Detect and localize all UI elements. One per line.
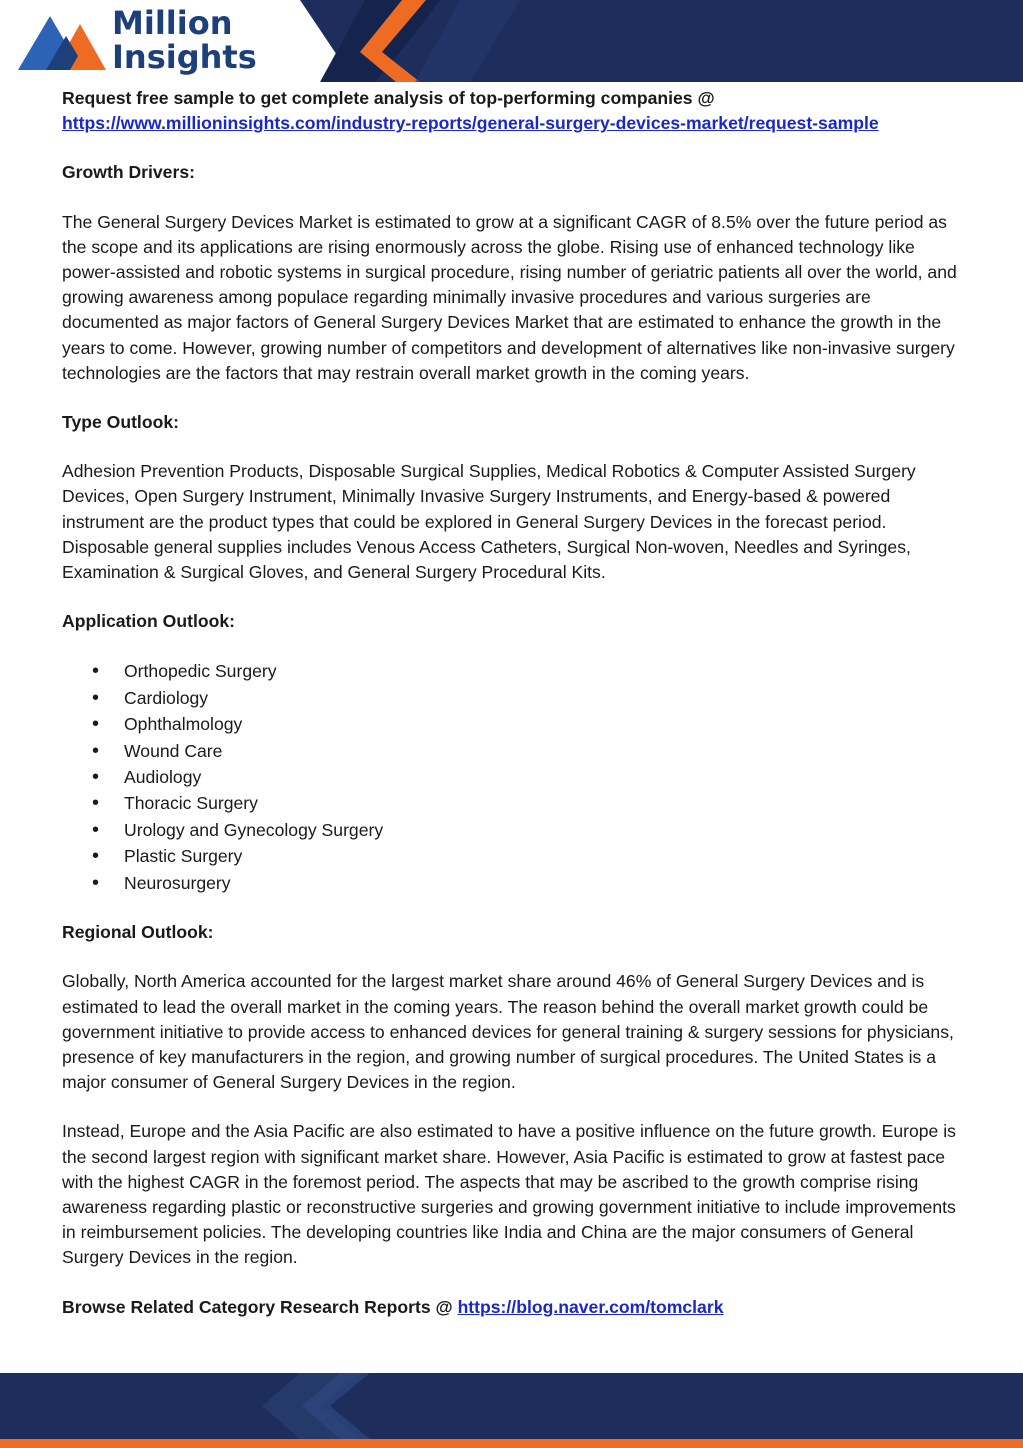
logo-line-1: Million (112, 4, 233, 42)
footer-graphic (0, 1373, 1023, 1448)
regional-outlook-heading: Regional Outlook: (62, 922, 214, 943)
logo-icon (10, 6, 110, 76)
header-banner (0, 0, 1023, 82)
list-item: • Thoracic Surgery (62, 790, 967, 816)
growth-drivers-heading: Growth Drivers: (62, 162, 195, 183)
regional-paragraph-1: Globally, North America accounted for the largest market share around 46% of General Surgery Devices and is estimated to lead the overall market in the coming years. The reason behind the overall market growth could be government initiative to provide access to enhanced devices for general training & surgery sessions for physicians, presence of key manufacturers in the region, and growing number of surgical procedures. The United States is a major consumer of General Surgery Devices in the region. (62, 971, 954, 1093)
list-item: • Plastic Surgery (62, 843, 967, 869)
list-item: • Neurosurgery (62, 870, 967, 896)
list-item: • Wound Care (62, 738, 967, 764)
list-item: • Ophthalmology (62, 711, 967, 737)
document-body (62, 86, 967, 1320)
list-item: • Orthopedic Surgery (62, 658, 967, 684)
type-outlook-heading: Type Outlook: (62, 412, 179, 433)
footer-banner (0, 1373, 1023, 1448)
application-outlook-heading: Application Outlook: (62, 611, 235, 632)
browse-reports-line (62, 1295, 967, 1320)
list-item: • Cardiology (62, 685, 967, 711)
browse-reports-link[interactable]: https://blog.naver.com/tomclark (457, 1296, 724, 1317)
logo-line-2: Insights (112, 38, 257, 76)
type-outlook-paragraph: Adhesion Prevention Products, Disposable Surgical Supplies, Medical Robotics & Computer Assisted Surgery Devices, Open Surgery Instrument, Minimally Invasive Surgery Instruments, and Energy-based & powered instrument are the product types that could be explored in General Surgery Devices in the forecast period. Disposable general supplies includes Venous Access Catheters, Surgical Non-woven, Needles and Syringes, Examination & Surgical Gloves, and General Surgery Procedural Kits. (62, 461, 916, 583)
growth-drivers-paragraph: The General Surgery Devices Market is estimated to grow at a significant CAGR of 8.5% over the future period as the scope and its applications are rising enormously across the globe. Rising use of enhanced technology like power-assisted and robotic systems in surgical procedure, rising number of geriatric patients all over the world, and growing awareness among populace regarding minimally invasive procedures and various surgeries are documented as major factors of General Surgery Devices Market that are estimated to enhance the growth in the years to come. However, growing number of competitors and development of alternatives like non-invasive surgery technologies are the factors that may restrain overall market growth in the coming years. (62, 211, 957, 383)
regional-paragraph-2: Instead, Europe and the Asia Pacific are also estimated to have a positive influence on the future growth. Europe is the second largest region with significant market share. However, Asia Pacific is estimated to grow at fastest pace with the highest CAGR in the foremost period. The aspects that may be ascribed to the growth comprise rising awareness regarding plastic or reconstructive surgeries and growing government initiative to include improvements in reimbursement policies. The developing countries like India and China are the major consumers of General Surgery Devices in the region. (62, 1121, 956, 1268)
browse-reports-text: Browse Related Category Research Reports @ (62, 1296, 453, 1317)
logo-wordmark (112, 6, 257, 74)
list-item: • Urology and Gynecology Surgery (62, 817, 967, 843)
list-item: • Audiology (62, 764, 967, 790)
application-list (62, 658, 967, 896)
sample-request-link[interactable]: https://www.millioninsights.com/industry-reports/general-surgery-devices-market/request-sample (62, 113, 879, 134)
sample-request-text: Request free sample to get complete analysis of top-performing companies @ (62, 88, 715, 108)
